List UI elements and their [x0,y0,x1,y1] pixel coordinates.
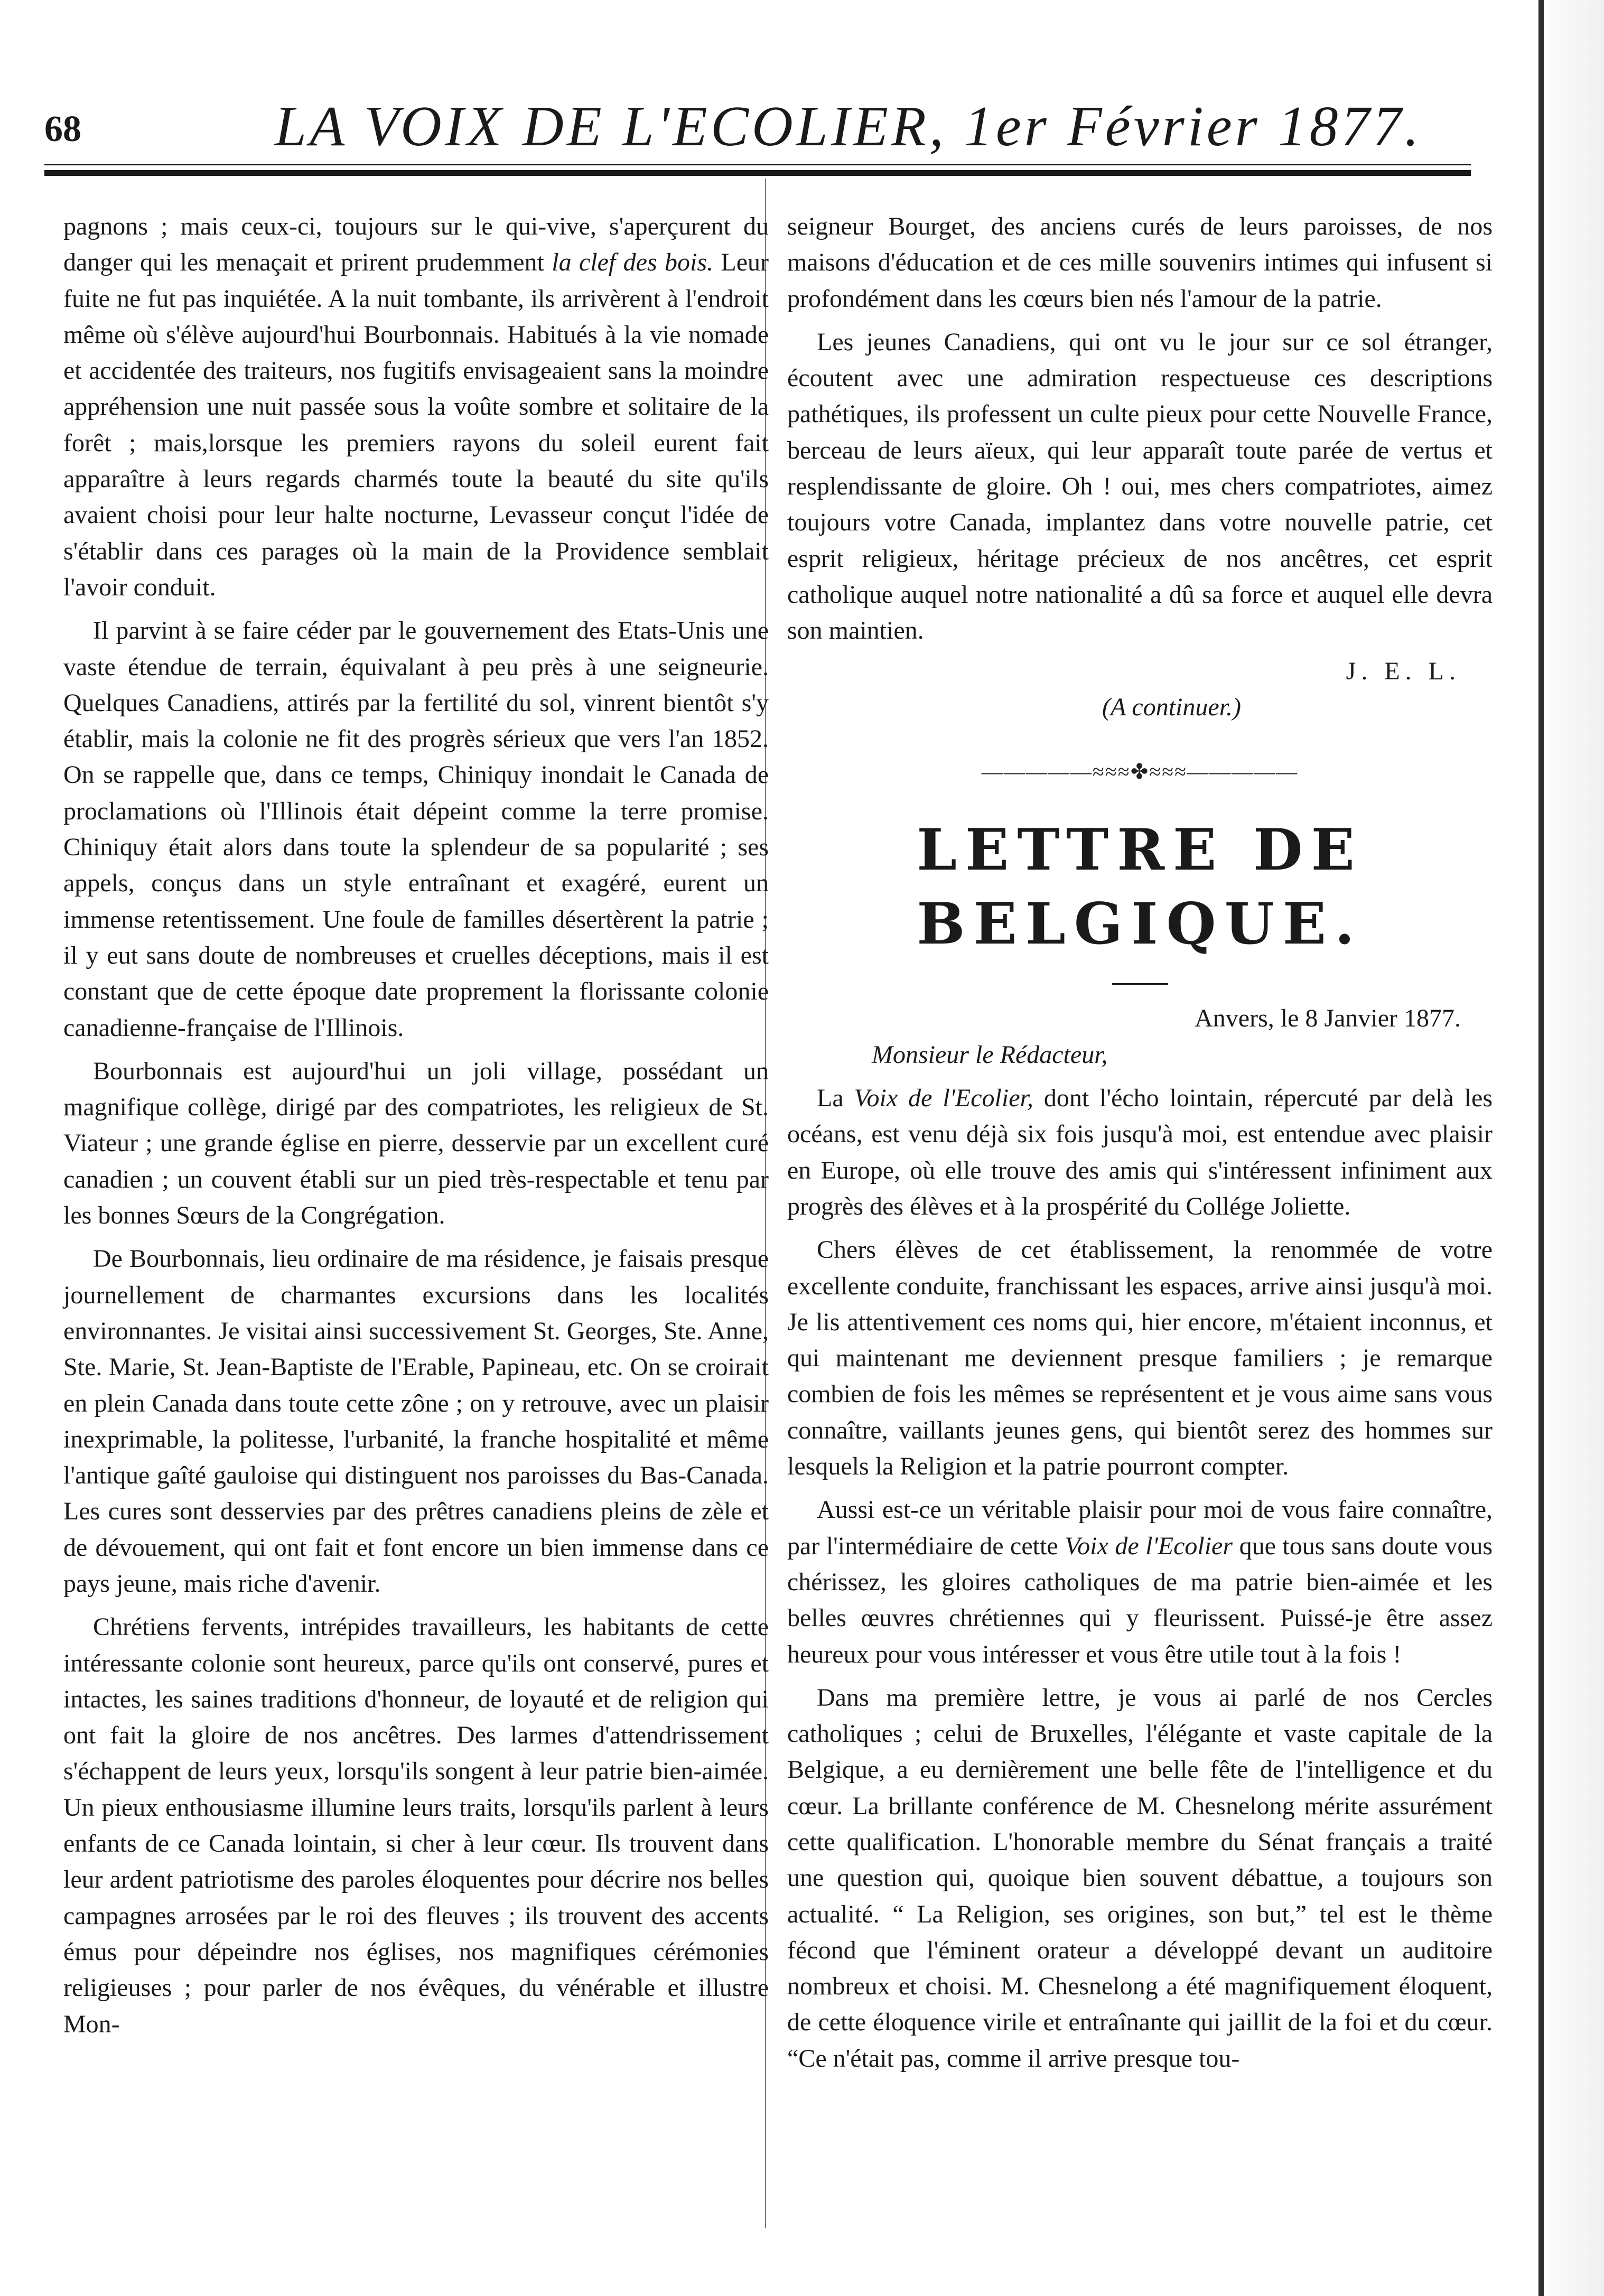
letter-p3-end: que tous sans doute vous chérissez, les gloires catholiques de ma patrie bien-aimée et les belles œuvres chrétiennes qui y fleurissent. Puissé-je être assez heureux pour vous intéresser et vous être utile tout à la fois ! [787,1532,1493,1668]
letter-paragraph-1 [787,1080,1493,1225]
left-p1-italic: la clef des bois. [552,248,714,277]
header-rule-thin [44,164,1471,165]
letter-paragraph-3 [787,1492,1493,1672]
letter-date: Anvers, le 8 Janvier 1877. [1195,1004,1461,1033]
title-rule [1112,983,1168,985]
running-title: LA VOIX DE L'ECOLIER, 1er Février 1877. [275,95,1422,158]
page-edge-bar [1538,0,1544,2296]
letter-p1-end: dont l'écho lointain, répercuté par delà les océans, est venu déjà six fois jusqu'à moi, est entendue avec plaisir en Europe, où elle trouve des amis qui s'intéressent infiniment aux progrès des élèves et à la prospérité du Collége Joliette. [787,1084,1493,1220]
left-paragraph-1 [63,209,769,605]
letter-p1-italic: Voix de l'Ecolier, [854,1084,1033,1113]
header-rule-thick [44,170,1471,176]
right-paragraph-1: seigneur Bourget, des anciens curés de leurs paroisses, de nos maisons d'éducation et de ces mille souvenirs intimes qui infusent si profondément dans les cœurs bien nés l'amour de la patrie. [787,212,1493,313]
letter-p3-italic: Voix de l'Ecolier [1065,1532,1233,1560]
letter-paragraph-2: Chers élèves de cet établissement, la renommée de votre excellente conduite, franchissant les espaces, arrive ainsi jusqu'à moi. Je lis attentivement ces noms qui, hier encore, m'étaient inconnus, et qui maintenant me deviennent presque familiers ; je remarque combien de fois les mêmes se représentent et je vous aime sans vous connaître, vaillants jeunes gens, qui bientôt serez des hommes sur lesquels la Religion et la patrie pourront compter. [787,1236,1493,1481]
letter-paragraph-4: Dans ma première lettre, je vous ai parlé de nos Cercles catholiques ; celui de Bruxelles, l'élégante et vaste capitale de la Belgique, a eu dernièrement une belle fête de l'intelligence et du cœur. La brillante conférence de M. Chesnelong mérite assurément cette qualification. L'honorable membre du Sénat français a traité une question qui, quoique bien souvent débattue, a toujours son actualité. “ La Religion, ses origines, son but,” tel est le thème fécond que l'éminent orateur a développé devant un auditoire nombreux et choisi. M. Chesnelong a été magnifiquement éloquent, de cette éloquence virile et entraînante qui jaillit de la foi et du cœur. “Ce n'était pas, comme il arrive presque tou- [787,1683,1493,2073]
left-paragraph-5: Chrétiens fervents, intrépides travailleurs, les habitants de cette intéressante colonie sont heureux, parce qu'ils ont conservé, pures et intactes, les saines traditions d'honneur, de loyauté et de religion qui ont fait la gloire de nos ancêtres. Des larmes d'attendrissement s'échappent de leurs yeux, lorsqu'ils songent à leur patrie bien-aimée. Un pieux enthousiasme illumine leurs traits, lorsqu'ils parlent à leurs enfants de ce Canada lointain, si cher à leur cœur. Ils trouvent dans leur ardent patriotisme des paroles éloquentes pour décrire nos belles campagnes arrosées par le roi des fleuves ; ils trouvent des accents émus pour dépeindre nos églises, nos magnifiques cérémonies religieuses ; pour parler de nos évêques, du vénérable et illustre Mon- [63,1613,769,2038]
right-paragraph-2: Les jeunes Canadiens, qui ont vu le jour sur ce sol étranger, écoutent avec une admiration respectueuse ces descriptions pathétiques, ils professent un culte pieux pour cette Nouvelle France, berceau de leurs aïeux, qui leur apparaît toute parée de vertus et resplendissante de gloire. Oh ! oui, mes chers compatriotes, aimez toujours votre Canada, implantez dans votre nouvelle patrie, cet esprit religieux, héritage précieux de nos ancêtres, cet esprit catholique auquel notre nationalité a dû sa force et auquel elle devra son maintien. [787,328,1493,645]
letter-p3-start: Aussi est-ce un véritable plaisir pour moi de vous faire connaître, par l'intermédiaire de cette [787,1496,1493,1560]
left-paragraph-4: De Bourbonnais, lieu ordinaire de ma résidence, je faisais presque journellement de charmantes excursions dans les localités environnantes. Je visitai ainsi successivement St. Georges, Ste. Anne, Ste. Marie, St. Jean-Baptiste de l'Erable, Papineau, etc. On se croirait en plein Canada dans toute cette zône ; on y retrouve, avec un plaisir inexprimable, la politesse, l'urbanité, la franche hospitalité et même l'antique gaîté gauloise qui distinguent nos paroisses du Bas-Canada. Les cures sont desservies par des prêtres canadiens pleins de zèle et de dévouement, qui ont fait et font encore un bien immense dans ce pays jeune, mais riche d'avenir. [63,1245,769,1598]
page-number: 68 [44,109,81,150]
ornament-divider: —————≈≈≈✤≈≈≈————— [981,760,1299,784]
right-column [787,209,1493,2077]
page-edge-shadow [1548,0,1604,2296]
author-signature: J. E. L. [1346,657,1461,685]
left-column [63,209,769,2042]
letter-salutation: Monsieur le Rédacteur, [872,1040,1108,1069]
continued-note: (A continuer.) [1102,693,1242,721]
left-paragraph-3: Bourbonnais est aujourd'hui un joli village, possédant un magnifique collège, dirigé par des compatriotes, les religieux de St. Viateur ; une grande église en pierre, desservie par un excellent curé canadien ; un couvent établi sur un pied très-respectable et tenu par les bonnes Sœurs de la Congrégation. [63,1057,769,1230]
left-p1-end: Leur fuite ne fut pas inquiétée. A la nuit tombante, ils arrivèrent à l'endroit même où s'élève aujourd'hui Bourbonnais. Habitués à la vie nomade et accidentée des traiteurs, nos fugitifs envisageaient sans la moindre appréhension une nuit passée sous la voûte sombre et solitaire de la forêt ; mais,lorsque les premiers rayons du soleil eurent fait apparaître à leurs regards charmés toute la beauté du site qu'ils avaient choisi pour leur halte nocturne, Levasseur conçut l'idée de s'établir dans ces parages où la main de la Providence semblait l'avoir conduit. [63,248,769,601]
left-p1-start: pagnons ; mais ceux-ci, toujours sur le qui-vive, s'aperçurent du danger qui les menaçait et prirent prudemment [63,212,769,277]
section-title: LETTRE DE BELGIQUE. [917,817,1363,958]
letter-p1-start: La [817,1084,854,1113]
left-paragraph-2: Il parvint à se faire céder par le gouvernement des Etats-Unis une vaste étendue de terrain, équivalant à peu près à une seigneurie. Quelques Canadiens, attirés par la fertilité du sol, vinrent bientôt s'y établir, mais la colonie ne fit des progrès sérieux que vers l'an 1852. On se rappelle que, dans ce temps, Chiniquy inondait le Canada de proclamations où l'Illinois était dépeint comme la terre promise. Chiniquy était alors dans toute la splendeur de sa popularité ; ses appels, conçus dans un style entraînant et exagéré, eurent un immense retentissement. Une foule de familles désertèrent la patrie ; il y eut sans doute de nombreuses et cruelles déceptions, mais il est constant que de cette époque date proprement la florissante colonie canadienne-française de l'Illinois. [63,617,769,1042]
